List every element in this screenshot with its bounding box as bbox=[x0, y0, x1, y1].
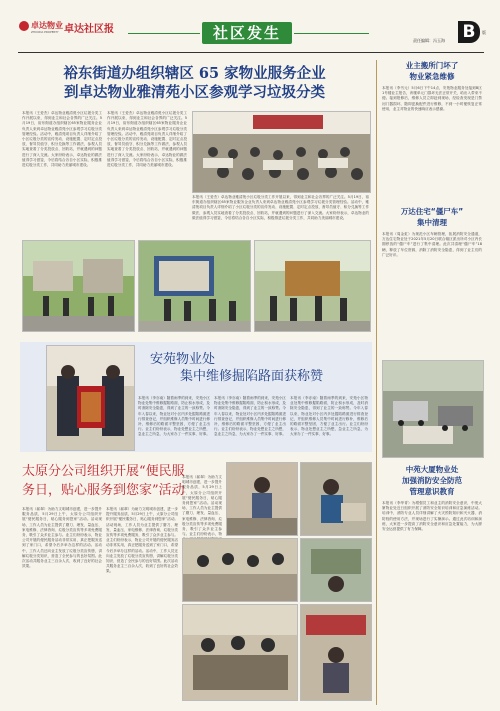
newspaper-name: 卓达社区报 bbox=[64, 24, 114, 35]
logo-left-subtext: ZHUODA PROPERTY bbox=[31, 30, 59, 34]
zhuoda-logo bbox=[18, 20, 63, 44]
lead-title-line2: 到卓达物业雅清苑小区参观学习垃圾分类 bbox=[64, 84, 325, 101]
bottom-photo-1 bbox=[226, 462, 298, 536]
bottom-title-line1: 太原分公司组织开展“便民服 bbox=[22, 464, 185, 479]
sidebar-story-3 bbox=[382, 464, 482, 699]
bottom-photo-3 bbox=[182, 538, 298, 602]
logo-mark-icon bbox=[19, 21, 29, 31]
bottom-photo-6 bbox=[300, 604, 372, 701]
lead-body-text: 本报讯（王爱杰）卓达物业雅清苑小区垃圾分类工作开展以来，得到业主和社会各界的广泛关注。5月19日，裕东街道办组织辖区65家物业服务企业负责人来到卓达物业雅清苑小区参观学习垃圾分类管理经验。活动中，雅清苑项目负责人详细介绍了小区垃圾分类的宣传发动、设施配置、定时定点投放、督导员值守、积分兑换等工作做法，参观人员实地查看了分类投放点、回收站，并就遇到的问题进行了深入交流。大家纷纷表示，卓达物业的做法值得学习借鉴，今后将结合各自小区实际，积极推进垃圾分类工作，共同助力美丽城市建设。 bbox=[22, 111, 102, 168]
bottom-body-col1: 本报讯（郝翠）为助力文明城市创建，进一步提升服务品质，5月29日上午，太原分公司组织开展“便民服务日，贴心服务到您家”活动。活动现场，工作人员为业主提供了磨刀、理发、量血压、家电维修、法律咨询、垃圾分类宣传等多项免费服务，吸引了众多业主参与。业主们纷纷表示，物业公司开展的便民服务活动非常实用，真正把服务送到了家门口，希望今后多举办这样的活动。活动中，工作人员还向业主发放了垃圾分类宣传册，讲解垃圾分类知识，营造了全民参与的良好氛围。此次活动共服务业主三百余人次，收到了良好的社会效果。 bbox=[22, 507, 102, 569]
sidebar-1-title-line2: 物业紧急维修 bbox=[409, 72, 455, 81]
banner-title-line2: 集中维修掘陷路面获称赞 bbox=[180, 369, 324, 384]
bottom-body-col3: 本报讯（郝翠）为助力文明城市创建，进一步提升服务品质，5月29日上午，太原分公司组织开展“便民服务日，贴心服务到您家”活动。活动现场，工作人员为业主提供了磨刀、理发、量血压、家电维修、法律咨询、垃圾分类宣传等多项免费服务，吸引了众多业主参与。业主们纷纷表示，物 bbox=[182, 475, 222, 537]
sidebar-2-title-line1: 万达住宅“僵尸车” bbox=[400, 207, 464, 216]
bottom-body-col2: 本报讯（郝翠）为助力文明城市创建，进一步提升服务品质，5月29日上午，太原分公司组织开展“便民服务日，贴心服务到您家”活动。活动现场，工作人员为业主提供了磨刀、理发、量血压、家电维修、法律咨询、垃圾分类宣传等多项免费服务，吸引了众多业主参与。业主们纷纷表示，物业公司开展的便民服务活动非常实用，真正把服务送到了家门口，希望今后多举办这样的活动。活动中，工作人员还向业主发放了垃圾分类宣传册，讲解垃圾分类知识，营造了全民参与的良好氛围。此次活动共服务业主三百余人次，收到了良好的社会效果。 bbox=[106, 507, 179, 574]
sidebar-2-body: 本报讯（周金虹）为规范小区车辆管理，拓展消防安全通道，万达住宅物业处于2021年5月20日联合辖区派出所对小区内长期停放的“僵尸车”进行了集中清理。此次共清理“僵尸车”18辆，释放了车位资源，消除了消防安全隐患，得到了业主们的广泛好评。 bbox=[382, 232, 482, 257]
masthead bbox=[18, 18, 488, 56]
lead-photo-1 bbox=[22, 240, 135, 332]
page-suffix: 版 bbox=[482, 30, 486, 35]
lead-headline bbox=[22, 64, 367, 102]
sidebar-3-title-line2: 加强消防安全防范 bbox=[402, 476, 462, 485]
banner-body-col1: 本报讯（李亦南）随着雨季的到来，安苑小区物业处集中维修掘陷路面，防止积水形成，及时消除安全隐患，得到了业主的一致称赞。今年入春以来，物业处对小区内多处掘陷路面进行排查登记，并组织维修人员集中时间进行修补，维修后的路面平整坚固，方便了业主出行。业主们纷纷表示，物业处想业主之所想，急业主之所急，为大家办了一件实事、好事。 bbox=[138, 396, 210, 437]
lead-photo-meeting bbox=[192, 111, 371, 193]
sidebar-photo-cars bbox=[382, 360, 484, 458]
header-bottom-rule bbox=[18, 52, 484, 53]
logo-left-text: 卓达物业 bbox=[31, 20, 63, 30]
header-rule-right bbox=[294, 33, 369, 34]
sidebar-1-body: 本报讯（李书元）5月6日下午14点，安苑物业服务处接到B区1号楼业主报告，该楼单元门损坏无法正常开关，给出入带来不便。接到报修后，维修人员立即赶到现场，经检查发现是门禁闭门器损坏，随即更换配件进行维修，不到一小时便恢复正常使用，业主对物业的快速响应表示感谢。 bbox=[382, 86, 482, 111]
lead-body-text-col3: 本报讯（王爱杰）卓达物业雅清苑小区垃圾分类工作开展以来，得到业主和社会各界的广泛关注。5月19日，裕东街道办组织辖区65家物业服务企业负责人来到卓达物业雅清苑小区参观学习垃圾分类管理经验。活动中，雅清苑项目负责人详细介绍了小区垃圾分类的宣传发动、设施配置、定时定点投放、督导员值守、积分兑换等工作做法，参观人员实地查看了分类投放点、回收站，并就遇到的问题进行了深入交流。大家纷纷表示，卓达物业的做法值得学习借鉴，今后将结合各自小区实际，积极推进垃圾分类工作，共同助力美丽城市建设。 bbox=[192, 195, 369, 220]
section-title: 社区发生 bbox=[202, 22, 292, 44]
column-divider bbox=[376, 60, 377, 705]
sidebar-2-title-line2: 集中清理 bbox=[417, 218, 447, 227]
page-letter: B bbox=[458, 21, 480, 43]
bottom-photo-4 bbox=[300, 538, 372, 602]
banner-body-col2: 本报讯（李亦南）随着雨季的到来，安苑小区物业处集中维修掘陷路面，防止积水形成，及时消除安全隐患，得到了业主的一致称赞。今年入春以来，物业处对小区内多处掘陷路面进行排查登记，并组织维修人员集中时间进行修补，维修后的路面平整坚固，方便了业主出行。业主们纷纷表示，物业处想业主之所想，急业主之所急，为大家办了一件实事、好事。 bbox=[214, 396, 286, 437]
banner-body-col3: 本报讯（李亦南）随着雨季的到来，安苑小区物业处集中维修掘陷路面，防止积水形成，及时消除安全隐患，得到了业主的一致称赞。今年入春以来，物业处对小区内多处掘陷路面进行排查登记，并组织维修人员集中时间进行修补，维修后的路面平整坚固，方便了业主出行。业主们纷纷表示，物业处想业主之所想，急业主之所急，为大家办了一件实事、好事。 bbox=[290, 396, 368, 437]
bottom-photo-5 bbox=[182, 604, 298, 701]
bottom-photo-2 bbox=[300, 462, 372, 536]
sidebar-1-title-line1: 业主搬所门坏了 bbox=[405, 61, 459, 70]
sidebar-story-1 bbox=[382, 60, 482, 198]
lead-body-text-col2: 本报讯（王爱杰）卓达物业雅清苑小区垃圾分类工作开展以来，得到业主和社会各界的广泛关注。5月19日，裕东街道办组织辖区65家物业服务企业负责人来到卓达物业雅清苑小区参观学习垃圾分类管理经验。活动中，雅清苑项目负责人详细介绍了小区垃圾分类的宣传发动、设施配置、定时定点投放、督导员值守、积分兑换等工作做法，参观人员实地查看了分类投放点、回收站，并就遇到的问题进行了深入交流。大家纷纷表示，卓达物业的做法值得学习借鉴，今后将结合各自小区实际，积极推进垃圾分类工作，共同助力美丽城市建设。 bbox=[107, 111, 187, 168]
sidebar-3-body: 本报讯（李华青）为增强员工和业主的消防安全意识，中苑大厦物业处近日组织开展了消防安全知识培训和应急演练活动。培训中，消防专业人员详细讲解了火灾预防知识和灭火器、消防栓的使用方法，并现场进行了实操演示。通过此次培训和演练，大家进一步提高了消防安全意识和应急处置能力，为大厦安全运营提供了有力保障。 bbox=[382, 501, 482, 532]
bottom-title-line2: 务日，贴心服务到您家”活动 bbox=[22, 483, 185, 498]
sidebar-3-title-line1: 中苑大厦物业处 bbox=[405, 465, 459, 474]
lead-photo-3 bbox=[254, 240, 371, 332]
sidebar-3-title-line3: 管理意识教育 bbox=[409, 487, 455, 496]
header-rule bbox=[128, 33, 200, 34]
editor-label: 责任编辑：冯玉海 bbox=[413, 38, 445, 43]
lead-title-line1: 裕东街道办组织辖区 65 家物业服务企业 bbox=[63, 65, 326, 82]
banner-photo-award bbox=[46, 345, 135, 451]
lead-photo-2 bbox=[138, 240, 251, 332]
sidebar-story-2 bbox=[382, 206, 482, 340]
banner-title-line1: 安苑物业处 bbox=[150, 352, 216, 367]
